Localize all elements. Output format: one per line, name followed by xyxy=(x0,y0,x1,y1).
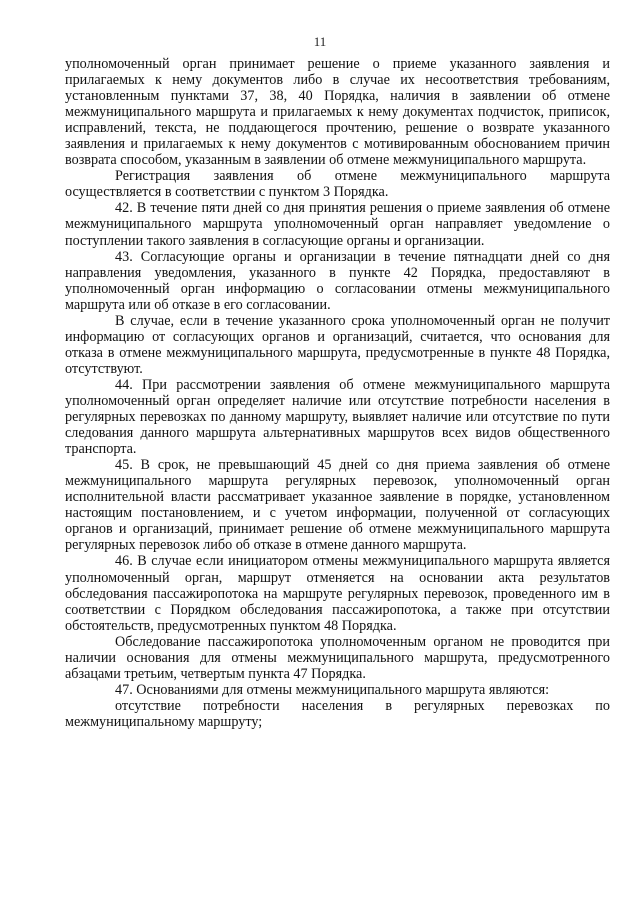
paragraph-43-case: В случае, если в течение указанного срока уполномоченный орган не получит информацию от согласующих органов и организаций, считается, что основания для отказа в отмене межмуниципального маршрута, предусмотренные в пункте 48 Порядка, отсутствуют. xyxy=(65,312,610,377)
paragraph-42: 42. В течение пяти дней со дня принятия решения о приеме заявления об отмене межмуниципального маршрута уполномоченный орган направляет уведомление о поступлении такого заявления в согласующие органы и организации. xyxy=(65,200,610,249)
paragraph-41-continuation: уполномоченный орган принимает решение о приеме указанного заявления и прилагаемых к нему документов либо в случае их несоответствия требованиям, установленным пунктами 37, 38, 40 Порядка, наличия в заявлении об отмене межмуниципального маршрута и прилагаемых к нему документах подчисток, приписок, исправлений, текста, не поддающегося прочтению, решение о возврате указанного заявления и прилагаемых к нему документов с мотивированным обоснованием причин возврата способом, указанным в заявлении об отмене межмуниципального маршрута. xyxy=(65,56,610,169)
paragraph-45: 45. В срок, не превышающий 45 дней со дня приема заявления об отмене межмуниципального маршрута регулярных перевозок, уполномоченный орган исполнительной власти рассматривает указанное заявление в порядке, установленном настоящим постановлением, и с учетом информации, полученной от согласующих органов и организаций, принимает решение об отмене межмуниципального маршрута регулярных перевозок либо об отказе в отмене данного маршрута. xyxy=(65,457,610,554)
paragraph-46: 46. В случае если инициатором отмены межмуниципального маршрута является уполномоченный орган, маршрут отменяется на основании акта результатов обследования пассажиропотока на маршруте регулярных перевозок, проведенного им в соответствии с Порядком обследования пассажиропотока, а также при отсутствии обстоятельств, предусмотренных пунктом 48 Порядка. xyxy=(65,553,610,634)
page-number: 11 xyxy=(313,34,327,49)
paragraph-46-survey: Обследование пассажиропотока уполномоченным органом не проводится при наличии основания для отмены межмуниципального маршрута, предусмотренного абзацами третьим, четвертым пункта 47 Порядка. xyxy=(65,633,610,682)
document-body xyxy=(65,56,610,730)
paragraph-registration: Регистрация заявления об отмене межмуниципального маршрута осуществляется в соответствии с пунктом 3 Порядка. xyxy=(65,168,610,201)
paragraph-47: 47. Основаниями для отмены межмуниципального маршрута являются: xyxy=(115,681,550,698)
paragraph-43: 43. Согласующие органы и организации в течение пятнадцати дней со дня направления уведомления, указанного в пункте 42 Порядка, предоставляют в уполномоченный орган информацию о согласовании отмены межмуниципального маршрута или об отказе в его согласовании. xyxy=(65,248,610,313)
paragraph-44: 44. При рассмотрении заявления об отмене межмуниципального маршрута уполномоченный орган определяет наличие или отсутствие потребности населения в регулярных перевозках по данному маршруту, выявляет наличие или отсутствие по пути следования данного маршрута альтернативных маршрутов всех видов общественного транспорта. xyxy=(65,376,610,458)
paragraph-47-item-1: отсутствие потребности населения в регулярных перевозках по межмуниципальному маршруту; xyxy=(65,697,610,730)
